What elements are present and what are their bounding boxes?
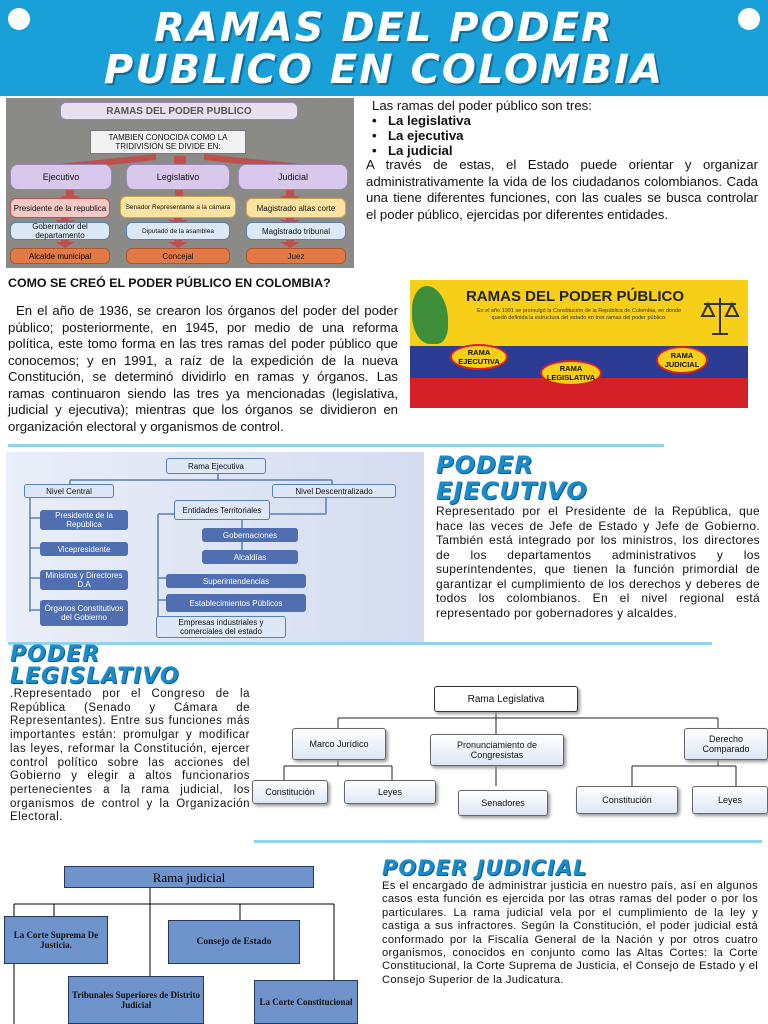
tree-leaf: Constitución: [576, 786, 678, 814]
role-alcalde: Alcalde municipal: [10, 248, 110, 264]
poster-text: En el año 1991 se promulgó la Constitución de la República de Colombia, en donde quedó definida la estructura del estado en tres ramas del poder público:: [476, 308, 682, 321]
role-magistrado-altas: Magistrado altas corte: [246, 198, 346, 218]
list-item: • La judicial: [368, 143, 568, 158]
tree-nivel-central: Nivel Central: [24, 484, 114, 498]
role-diputado: Diputado de la asamblea: [126, 222, 230, 240]
page-title-line-2: PUBLICO EN COLOMBIA: [103, 47, 665, 93]
tree-item: Órganos Constitutivos del Gobierno: [40, 600, 128, 626]
tree-leaf: Senadores: [458, 790, 548, 816]
ejecutivo-title-2: EJECUTIVO: [436, 477, 588, 505]
role-presidente: Presidente de la republica: [10, 198, 110, 218]
tree-pronunciamiento: Pronunciamiento de Congresistas: [430, 734, 564, 766]
role-concejal: Concejal: [126, 248, 230, 264]
tree-root-judicial: Rama judicial: [64, 866, 314, 888]
tree-derecho-comparado: Derecho Comparado: [684, 728, 768, 760]
judicial-diagram: [4, 864, 364, 1024]
poster-title: RAMAS DEL PODER PÚBLICO: [465, 288, 685, 305]
branch-judicial: Judicial: [238, 164, 348, 190]
branches-list: [368, 113, 568, 158]
role-juez: Juez: [246, 248, 346, 264]
tree-item: Vicepresidente: [40, 542, 128, 556]
tree-corte-constitucional: La Corte Constitucional: [254, 980, 358, 1024]
ejecutivo-body: Representado por el Presidente de la República, que hace las veces de Jefe de Estado y Jefe de Gobierno. También está integrado por los ministros, los directores de los departamentos administrativos y los superintendentes, que tienen la función primordial de garantizar el cumplimiento de los derechos y deberes de todos los colombianos. En el nivel regional está representado por gobernadores y alcaldes.: [436, 504, 760, 620]
branch-ejecutivo: Ejecutivo: [10, 164, 112, 190]
tree-item: Alcaldías: [202, 550, 298, 564]
legislativo-title-1: PODER: [10, 642, 101, 667]
list-item: • La ejecutiva: [368, 128, 568, 143]
ejecutivo-title-1: PODER: [436, 451, 534, 479]
legislativo-title-2: LEGISLATIVO: [10, 664, 180, 689]
diagram-subtitle: TAMBIEN CONOCIDA COMO LA TRIDIVISION SE DIVIDE EN:: [90, 130, 246, 154]
poster-image: [410, 280, 748, 408]
judicial-title: PODER JUDICIAL: [382, 856, 588, 880]
badge-judicial: RAMA JUDICIAL: [656, 346, 708, 374]
tree-item: Superintendencias: [166, 574, 306, 588]
role-gobernador: Gobernador del departamento: [10, 222, 110, 240]
tree-item: Establecimientos Públicos: [166, 594, 306, 612]
tree-item: Ministros y Directores D.A: [40, 570, 128, 590]
tree-tribunales: Tribunales Superiores de Distrito Judicial: [68, 976, 204, 1024]
tree-leaf: Leyes: [344, 780, 436, 804]
tree-nivel-descentralizado: Nivel Descentralizado: [272, 484, 396, 498]
tree-item: Empresas industriales y comerciales del estado: [156, 616, 286, 638]
tree-item: Entidades Territoriales: [174, 500, 270, 520]
judicial-body: Es el encargado de administrar justicia en nuestro país, así en algunos casos esta función es ejercida por las otras ramas del poder o por los particulares. La rama judicial vela por el cumplimiento de la ley y castiga a sus infractores. Según la Constitución, el poder judicial está conformado por la Fiscalía General de la Nación y por otros cuatro organismos, conocidos en conjunto como las Altas Cortes: la Corte Constitucional, la Corte Suprema de Justicia, el Consejo de Estado y el Consejo Superior de la Judicatura.: [382, 880, 758, 986]
history-body: En el año de 1936, se crearon los órganos del poder del poder público; posteriormente, en 1945, por medio de una reforma política, este tomo forma en las tres ramas del poder público que conocemos; y en 1991, a raíz de la expedición de la nueva Constitución, se determinó dividirlo en ramas y órganos. Las ramas continuaron siendo las tres ya mencionadas (legislativa, judicial y ejecutiva); mientras que los órganos se dividieron en organización electoral y organismos de control.: [8, 303, 398, 434]
tree-leaf: Constitución: [252, 780, 328, 804]
badge-ejecutiva: RAMA EJECUTIVA: [450, 344, 508, 370]
branch-legislativo: Legislativo: [126, 164, 230, 190]
diagram-title: RAMAS DEL PODER PUBLICO: [60, 102, 298, 120]
tree-corte-suprema: La Corte Suprema De Justicia.: [4, 916, 108, 964]
scales-icon: [700, 294, 740, 338]
role-magistrado-tribunal: Magistrado tribunal: [246, 222, 346, 240]
legislativo-body: .Representado por el Congreso de la República (Senado y Cámara de Representantes). Entre sus funciones más importantes están: promulgar y modificar las leyes, reformar la Constitución, ejercer control político sobre las acciones del Gobierno y elegir a altos funcionarios pertenecientes a la rama judicial, los organismos de control y la Organización Electoral.: [10, 688, 250, 824]
tree-root-ejecutiva: Rama Ejecutiva: [166, 458, 266, 474]
role-senador: Senador Representante a la cámara: [120, 196, 236, 218]
divider: [8, 642, 712, 645]
ramas-diagram: [6, 98, 354, 268]
tree-marco-juridico: Marco Jurídico: [292, 728, 386, 760]
intro-body: A través de estas, el Estado puede orientar y organizar administrativamente la vida de los ciudadanos colombianos. Cada una tiene diferentes funciones, con las cuales se busca controlar el poder público, ejercidas por diferentes entidades.: [366, 157, 758, 222]
divider: [254, 840, 762, 843]
tree-item: Presidente de la República: [40, 510, 128, 530]
tree-consejo-estado: Consejo de Estado: [168, 920, 300, 964]
tree-root-legislativa: Rama Legislativa: [434, 686, 578, 712]
list-item: • La legislativa: [368, 113, 568, 128]
history-title: COMO SE CREÓ EL PODER PÚBLICO EN COLOMBIA?: [8, 276, 331, 290]
legislativo-diagram: [252, 686, 768, 820]
divider: [8, 444, 664, 447]
header-banner: [0, 0, 768, 96]
tree-item: Gobernaciones: [202, 528, 298, 542]
tree-leaf: Leyes: [692, 786, 768, 814]
badge-legislativa: RAMA LEGISLATIVA: [540, 360, 602, 386]
ejecutivo-diagram: [6, 452, 424, 642]
page-title-line-1: RAMAS DEL PODER: [154, 5, 614, 51]
intro-lead: Las ramas del poder público son tres:: [372, 98, 592, 113]
colombia-map-icon: [412, 286, 448, 344]
